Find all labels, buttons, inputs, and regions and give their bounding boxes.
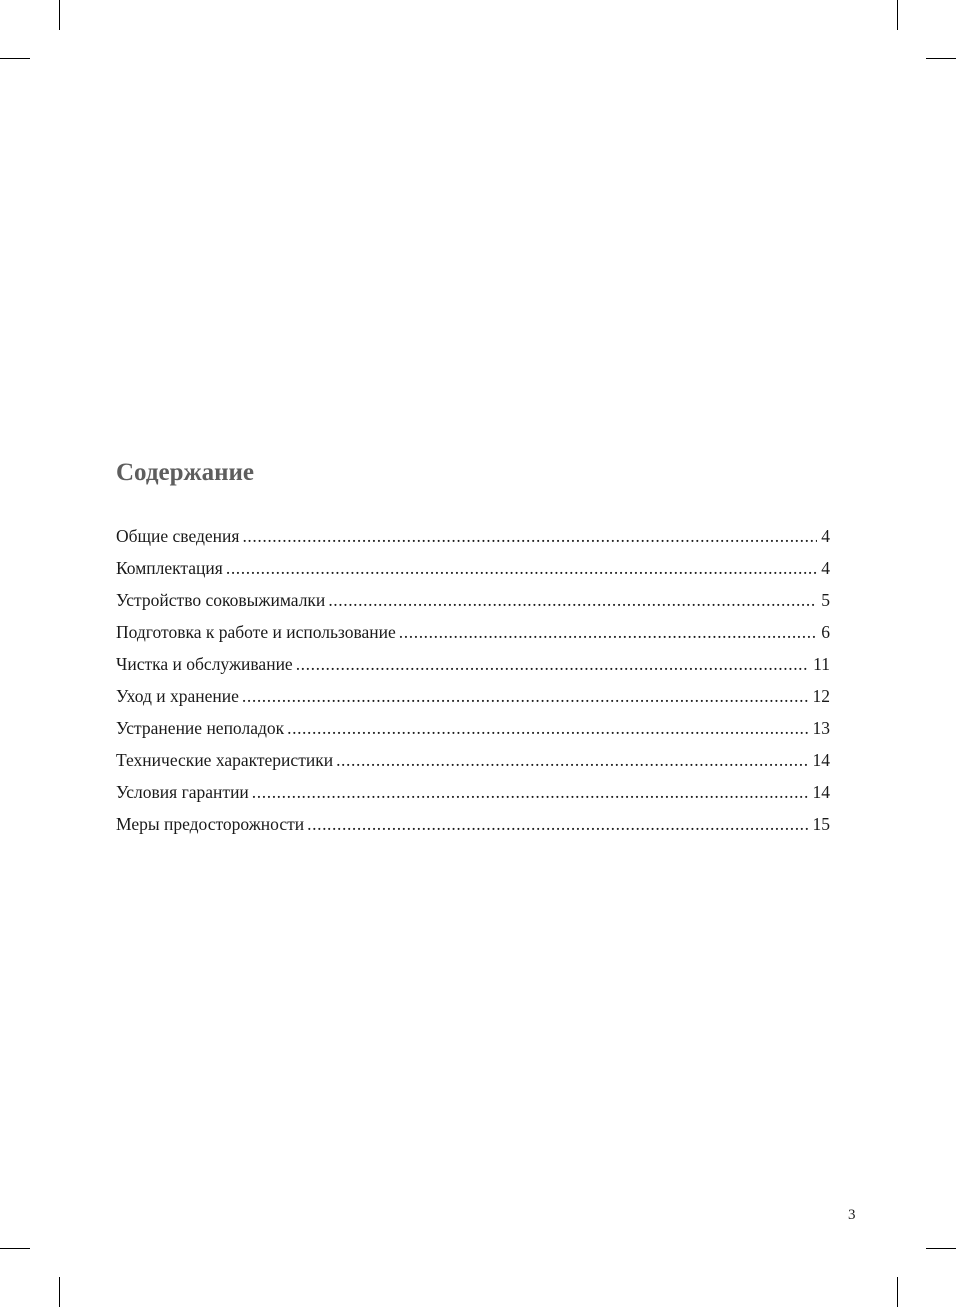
toc-entry-page: 15 [812, 814, 830, 834]
toc-entry-title: Технические характеристики [116, 750, 334, 770]
toc-entry-page: 5 [821, 590, 830, 610]
toc-entry[interactable] [116, 808, 830, 840]
toc-entry-title: Устройство соковыжималки [116, 590, 326, 610]
crop-mark-top-right-horizontal [926, 58, 956, 59]
page-number: 3 [848, 1207, 856, 1223]
toc-entry[interactable] [116, 744, 830, 776]
toc-entry[interactable] [116, 648, 830, 680]
toc-entry-title: Комплектация [116, 558, 223, 578]
toc-entry-title: Уход и хранение [116, 686, 239, 706]
toc-entry[interactable] [116, 520, 830, 552]
toc-entry[interactable] [116, 680, 830, 712]
toc-entry[interactable] [116, 552, 830, 584]
toc-entry-title: Общие сведения [116, 526, 240, 546]
toc-entry[interactable] [116, 584, 830, 616]
toc-entry-page: 13 [812, 718, 830, 738]
crop-mark-top-left-vertical [59, 0, 60, 30]
toc-leader-dots [307, 808, 808, 840]
toc-leader-dots [328, 584, 817, 616]
toc-leader-dots [252, 776, 809, 808]
toc-entry-title: Условия гарантии [116, 782, 249, 802]
crop-mark-bottom-left-vertical [59, 1277, 60, 1307]
toc-leader-dots [242, 520, 817, 552]
toc-leader-dots [399, 616, 817, 648]
crop-mark-bottom-left-horizontal [0, 1248, 30, 1249]
toc-entry[interactable] [116, 616, 830, 648]
toc-entry-page: 4 [821, 558, 830, 578]
crop-mark-top-right-vertical [897, 0, 898, 30]
toc-entry-title: Чистка и обслуживание [116, 654, 293, 674]
toc-entry-page: 11 [813, 654, 830, 674]
toc-leader-dots [336, 744, 808, 776]
toc-entry-page: 14 [812, 750, 830, 770]
toc-entry-page: 14 [812, 782, 830, 802]
toc-entry-page: 4 [821, 526, 830, 546]
crop-mark-bottom-right-horizontal [926, 1248, 956, 1249]
toc-entry-page: 12 [812, 686, 830, 706]
toc-entry-page: 6 [821, 622, 830, 642]
toc-entry[interactable] [116, 776, 830, 808]
table-of-contents [116, 520, 830, 840]
toc-leader-dots [226, 552, 817, 584]
toc-entry[interactable] [116, 712, 830, 744]
toc-entry-title: Меры предосторожности [116, 814, 305, 834]
toc-leader-dots [287, 712, 808, 744]
crop-mark-top-left-horizontal [0, 58, 30, 59]
toc-entry-title: Подготовка к работе и использование [116, 622, 396, 642]
crop-mark-bottom-right-vertical [897, 1277, 898, 1307]
toc-entry-title: Устранение неполадок [116, 718, 285, 738]
toc-leader-dots [296, 648, 809, 680]
toc-leader-dots [242, 680, 809, 712]
contents-heading: Содержание [116, 459, 255, 486]
